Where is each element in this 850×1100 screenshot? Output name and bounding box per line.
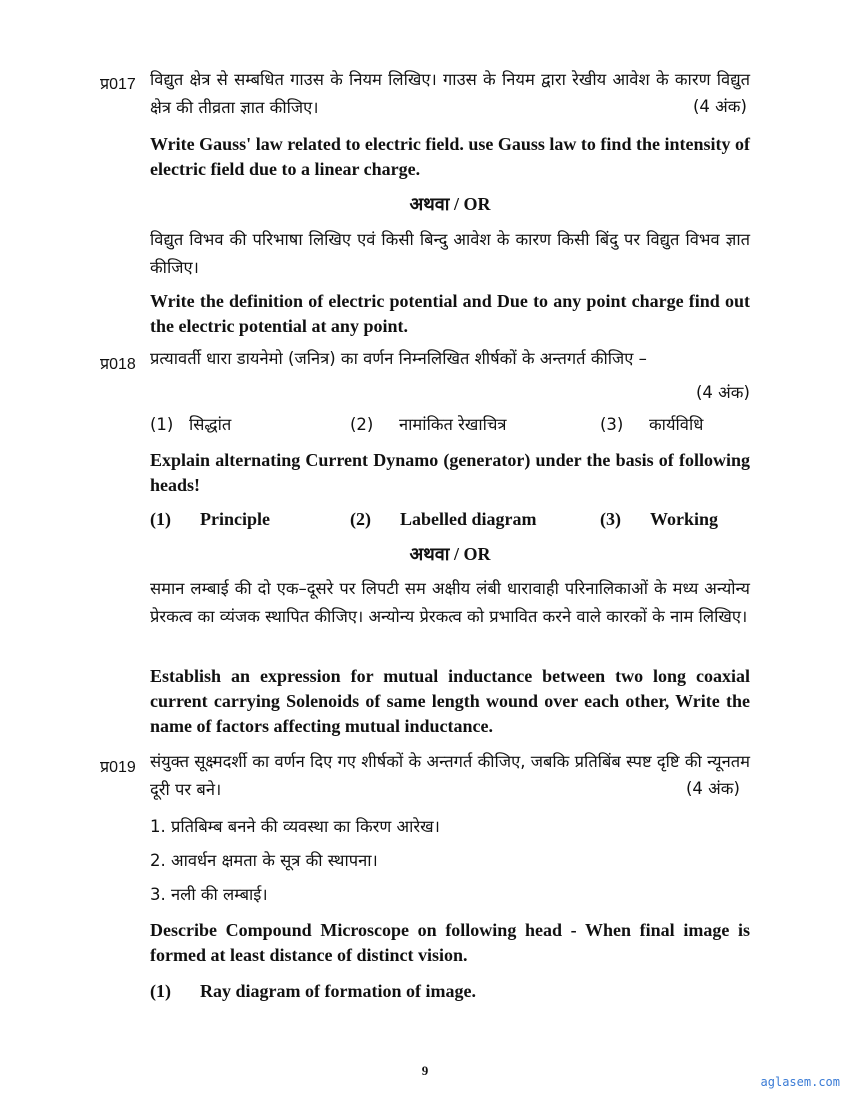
head-number: (1): [150, 509, 171, 529]
page-number: 9: [421, 1063, 429, 1078]
head-label: सिद्धांत: [189, 415, 232, 434]
question-number-19: प्र019: [100, 759, 136, 776]
q18-hindi-heads: [150, 411, 750, 437]
q19-hindi-point: 3. नली की लम्बाई।: [150, 885, 268, 904]
q18-alt-english-text: Establish an expression for mutual inductance between two long coaxial current carrying Solenoids of same length wound over each other, Write the name of factors affecting mutual inductance.: [150, 666, 750, 736]
question-number-17: प्र017: [100, 76, 136, 93]
q17-alt-hindi-text: विद्युत विभव की परिभाषा लिखिए एवं किसी बिन्दु आवेश के कारण किसी बिंदु पर विद्युत विभव ज्ञात कीजिए।: [150, 230, 750, 277]
q19-english-text: Describe Compound Microscope on following head - When final image is formed at least distance of distinct vision.: [150, 920, 750, 965]
q17-or-separator: अथवा / OR: [409, 194, 491, 214]
q17-hindi-text: विद्युत क्षेत्र से सम्बधित गाउस के नियम लिखिए। गाउस के नियम द्वारा रेखीय आवेश के कारण विद्युत क्षेत्र की तीव्रता ज्ञात कीजिए।: [150, 70, 750, 117]
q18-marks: (4 अंक): [696, 383, 750, 402]
q18-english-text: Explain alternating Current Dynamo (generator) under the basis of following heads!: [150, 450, 750, 495]
q18-english-heads: [150, 507, 750, 533]
head-label: Working: [650, 509, 719, 529]
head-label: Labelled diagram: [400, 509, 537, 529]
q19-hindi-point: 2. आवर्धन क्षमता के सूत्र की स्थापना।: [150, 851, 378, 870]
q19-hindi-point: 1. प्रतिबिम्ब बनने की व्यवस्था का किरण आरेख।: [150, 817, 440, 836]
q19-marks: (4 अंक): [686, 779, 740, 798]
head-number: (1): [150, 415, 174, 434]
head-label: Principle: [200, 509, 270, 529]
head-number: (2): [350, 509, 371, 529]
watermark: aglasem.com: [760, 1075, 840, 1089]
q18-or-separator: अथवा / OR: [409, 544, 491, 564]
q19-hindi-text: संयुक्त सूक्ष्मदर्शी का वर्णन दिए गए शीर्षकों के अन्तगर्त कीजिए, जबकि प्रतिबिंब स्पष्ट दृष्टि की न्यूनतम दूरी पर बने।: [150, 752, 750, 799]
head-number: (2): [350, 415, 374, 434]
q17-alt-english-text: Write the definition of electric potential and Due to any point charge find out the electric potential at any point.: [150, 291, 750, 336]
point-label: Ray diagram of formation of image.: [200, 981, 476, 1001]
head-label: नामांकित रेखाचित्र: [399, 415, 507, 434]
head-number: (3): [600, 415, 624, 434]
head-label: कार्यविधि: [649, 415, 704, 434]
head-number: (3): [600, 509, 621, 529]
q18-alt-hindi-text: समान लम्बाई की दो एक–दूसरे पर लिपटी सम अक्षीय लंबी धारावाही परिनालिकाओं के मध्य अन्योन्य प्रेरकत्व का व्यंजक स्थापित कीजिए। अन्योन्य प्रेरकत्व को प्रभावित करने वाले कारकों के नाम लिखिए।: [150, 579, 750, 626]
point-number: (1): [150, 981, 171, 1001]
q17-marks: (4 अंक): [693, 97, 747, 116]
q17-english-text: Write Gauss' law related to electric field. use Gauss law to find the intensity of electric field due to a linear charge.: [150, 134, 750, 179]
q18-hindi-text: प्रत्यावर्ती धारा डायनेमो (जनित्र) का वर्णन निम्नलिखित शीर्षकों के अन्तगर्त कीजिए –: [150, 349, 647, 368]
q19-english-point: [150, 979, 750, 1005]
question-number-18: प्र018: [100, 356, 136, 373]
